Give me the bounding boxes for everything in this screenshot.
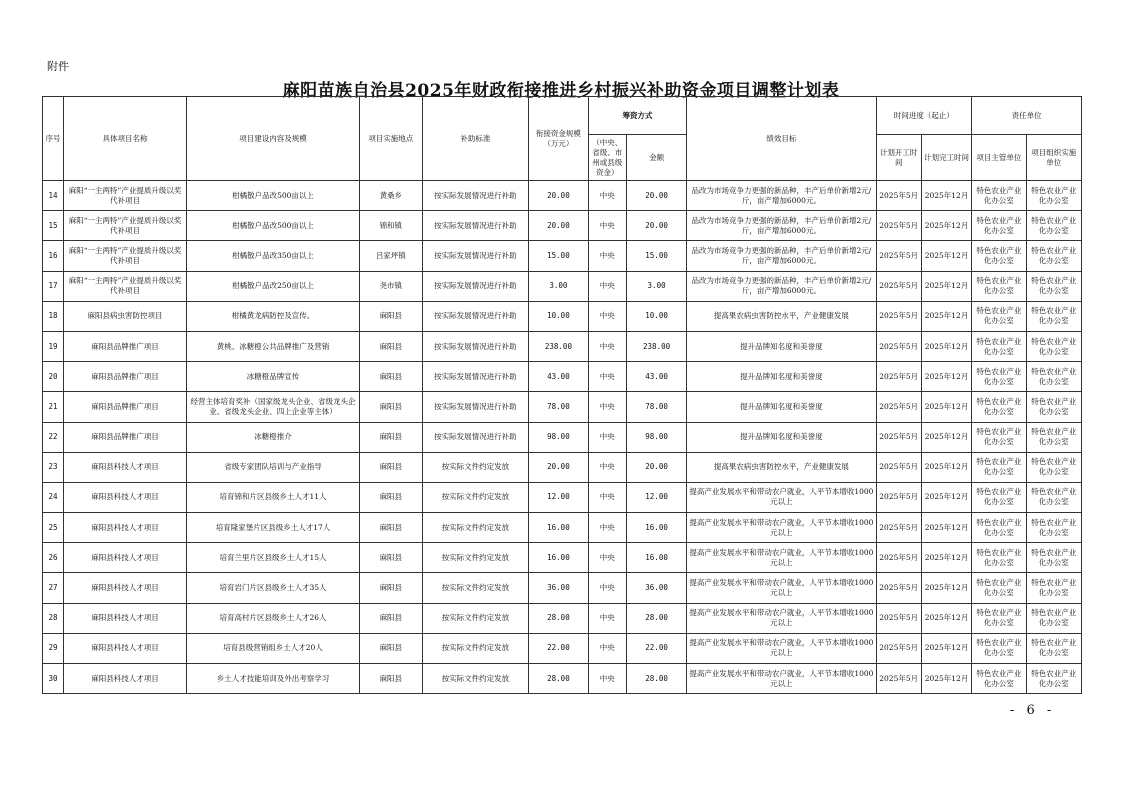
cell-funding-source: 中央	[588, 513, 626, 543]
attachment-label: 附件	[47, 60, 69, 73]
cell-location: 麻阳县	[360, 513, 422, 543]
cell-standard: 按实际文件约定发放	[422, 603, 529, 633]
cell-standard: 按实际发展情况进行补助	[422, 331, 529, 361]
cell-standard: 按实际发展情况进行补助	[422, 362, 529, 392]
cell-scale: 20.00	[529, 211, 588, 241]
cell-performance-goal: 品改为市场竞争力更强的新品种，丰产后单价新增2元/斤，亩产增加6000元。	[687, 181, 876, 211]
cell-funding-amount: 78.00	[626, 392, 686, 422]
table-row	[43, 482, 1082, 512]
cell-location: 麻阳县	[360, 543, 422, 573]
cell-standard: 按实际发展情况进行补助	[422, 181, 529, 211]
cell-funding-amount: 10.00	[626, 301, 686, 331]
cell-funding-source: 中央	[588, 633, 626, 663]
cell-project-name: 麻阳县科技人才项目	[64, 573, 187, 603]
cell-performance-goal: 提高产业发展水平和带动农户就业，人平节本增收1000元以上	[687, 603, 876, 633]
cell-performance-goal: 提升品牌知名度和美誉度	[687, 362, 876, 392]
cell-content: 培育县级营销组乡土人才20人	[186, 633, 359, 663]
project-plan-table	[42, 96, 1082, 694]
cell-supervisor: 特色农业产业化办公室	[972, 211, 1026, 241]
cell-organizer: 特色农业产业化办公室	[1026, 362, 1081, 392]
cell-funding-amount: 3.00	[626, 271, 686, 301]
cell-organizer: 特色农业产业化办公室	[1026, 573, 1081, 603]
cell-start-time: 2025年5月	[876, 301, 921, 331]
cell-standard: 按实际发展情况进行补助	[422, 301, 529, 331]
cell-project-name: 麻阳县品牌推广项目	[64, 362, 187, 392]
cell-supervisor: 特色农业产业化办公室	[972, 543, 1026, 573]
cell-project-name: 麻阳县品牌推广项目	[64, 331, 187, 361]
cell-funding-amount: 36.00	[626, 573, 686, 603]
cell-funding-amount: 20.00	[626, 181, 686, 211]
cell-funding-amount: 98.00	[626, 422, 686, 452]
cell-scale: 28.00	[529, 603, 588, 633]
cell-content: 柑橘散户品改500亩以上	[186, 211, 359, 241]
header-project-name: 具体项目名称	[64, 97, 187, 181]
page-title: 麻阳苗族自治县2025年财政衔接推进乡村振兴补助资金项目调整计划表	[282, 81, 840, 101]
cell-supervisor: 特色农业产业化办公室	[972, 271, 1026, 301]
cell-end-time: 2025年12月	[921, 392, 971, 422]
cell-start-time: 2025年5月	[876, 482, 921, 512]
cell-standard: 按实际文件约定发放	[422, 573, 529, 603]
cell-performance-goal: 品改为市场竞争力更强的新品种，丰产后单价新增2元/斤，亩产增加6000元。	[687, 271, 876, 301]
table-row	[43, 452, 1082, 482]
cell-end-time: 2025年12月	[921, 422, 971, 452]
cell-end-time: 2025年12月	[921, 241, 971, 271]
cell-funding-source: 中央	[588, 211, 626, 241]
cell-location: 麻阳县	[360, 331, 422, 361]
cell-location: 麻阳县	[360, 362, 422, 392]
cell-start-time: 2025年5月	[876, 362, 921, 392]
cell-start-time: 2025年5月	[876, 452, 921, 482]
cell-project-name: 麻阳“一主两特”产业提质升级以奖代补项目	[64, 241, 187, 271]
cell-content: 培育兰里片区县级乡土人才15人	[186, 543, 359, 573]
cell-scale: 20.00	[529, 452, 588, 482]
table-row	[43, 331, 1082, 361]
cell-seq: 20	[43, 362, 64, 392]
cell-content: 柑橘黄龙病防控及宣传。	[186, 301, 359, 331]
cell-performance-goal: 提高果农病虫害防控水平，产业健康发展	[687, 301, 876, 331]
cell-seq: 25	[43, 513, 64, 543]
cell-scale: 22.00	[529, 633, 588, 663]
cell-scale: 36.00	[529, 573, 588, 603]
cell-organizer: 特色农业产业化办公室	[1026, 513, 1081, 543]
cell-organizer: 特色农业产业化办公室	[1026, 241, 1081, 271]
table-row	[43, 603, 1082, 633]
cell-funding-source: 中央	[588, 543, 626, 573]
cell-supervisor: 特色农业产业化办公室	[972, 452, 1026, 482]
cell-project-name: 麻阳县科技人才项目	[64, 482, 187, 512]
cell-location: 麻阳县	[360, 482, 422, 512]
cell-funding-source: 中央	[588, 271, 626, 301]
cell-end-time: 2025年12月	[921, 452, 971, 482]
cell-location: 麻阳县	[360, 422, 422, 452]
cell-funding-source: 中央	[588, 452, 626, 482]
cell-content: 培育高村片区县级乡土人才26人	[186, 603, 359, 633]
cell-location: 麻阳县	[360, 603, 422, 633]
cell-seq: 16	[43, 241, 64, 271]
header-standard: 补助标准	[422, 97, 529, 181]
cell-funding-amount: 20.00	[626, 452, 686, 482]
cell-scale: 43.00	[529, 362, 588, 392]
header-schedule: 时间进度（起止）	[876, 97, 972, 135]
header-funding-source: （中央、省级、市州或县级资金）	[588, 135, 626, 181]
table-row	[43, 664, 1082, 694]
cell-organizer: 特色农业产业化办公室	[1026, 331, 1081, 361]
cell-seq: 22	[43, 422, 64, 452]
cell-seq: 17	[43, 271, 64, 301]
cell-start-time: 2025年5月	[876, 271, 921, 301]
cell-funding-amount: 12.00	[626, 482, 686, 512]
cell-standard: 按实际发展情况进行补助	[422, 392, 529, 422]
cell-standard: 按实际文件约定发放	[422, 482, 529, 512]
cell-content: 培育岩门片区县级乡土人才35人	[186, 573, 359, 603]
cell-location: 麻阳县	[360, 633, 422, 663]
table-row	[43, 633, 1082, 663]
cell-supervisor: 特色农业产业化办公室	[972, 482, 1026, 512]
cell-seq: 14	[43, 181, 64, 211]
cell-project-name: 麻阳县科技人才项目	[64, 513, 187, 543]
header-location: 项目实施地点	[360, 97, 422, 181]
cell-project-name: 麻阳县科技人才项目	[64, 633, 187, 663]
cell-scale: 16.00	[529, 543, 588, 573]
cell-location: 麻阳县	[360, 392, 422, 422]
cell-scale: 16.00	[529, 513, 588, 543]
cell-scale: 78.00	[529, 392, 588, 422]
cell-start-time: 2025年5月	[876, 513, 921, 543]
cell-organizer: 特色农业产业化办公室	[1026, 452, 1081, 482]
cell-performance-goal: 提升品牌知名度和美誉度	[687, 422, 876, 452]
table-row	[43, 543, 1082, 573]
cell-start-time: 2025年5月	[876, 543, 921, 573]
cell-scale: 15.00	[529, 241, 588, 271]
header-end-time: 计划完工时间	[921, 135, 971, 181]
cell-location: 锦和镇	[360, 211, 422, 241]
cell-funding-source: 中央	[588, 392, 626, 422]
cell-scale: 20.00	[529, 181, 588, 211]
header-start-time: 计划开工时间	[876, 135, 921, 181]
cell-end-time: 2025年12月	[921, 211, 971, 241]
table-row	[43, 573, 1082, 603]
cell-performance-goal: 品改为市场竞争力更强的新品种，丰产后单价新增2元/斤，亩产增加6000元。	[687, 211, 876, 241]
cell-supervisor: 特色农业产业化办公室	[972, 422, 1026, 452]
cell-content: 柑橘散户品改350亩以上	[186, 241, 359, 271]
cell-funding-source: 中央	[588, 241, 626, 271]
cell-standard: 按实际文件约定发放	[422, 543, 529, 573]
cell-organizer: 特色农业产业化办公室	[1026, 603, 1081, 633]
cell-seq: 15	[43, 211, 64, 241]
cell-end-time: 2025年12月	[921, 301, 971, 331]
cell-funding-source: 中央	[588, 362, 626, 392]
header-content: 项目建设内容及规模	[186, 97, 359, 181]
cell-location: 吕家坪镇	[360, 241, 422, 271]
cell-start-time: 2025年5月	[876, 392, 921, 422]
cell-organizer: 特色农业产业化办公室	[1026, 422, 1081, 452]
cell-funding-amount: 16.00	[626, 513, 686, 543]
cell-organizer: 特色农业产业化办公室	[1026, 482, 1081, 512]
cell-location: 麻阳县	[360, 452, 422, 482]
cell-funding-amount: 238.00	[626, 331, 686, 361]
cell-funding-amount: 16.00	[626, 543, 686, 573]
cell-standard: 按实际文件约定发放	[422, 664, 529, 694]
cell-content: 冰糖橙品牌宣传	[186, 362, 359, 392]
cell-start-time: 2025年5月	[876, 181, 921, 211]
cell-seq: 21	[43, 392, 64, 422]
cell-location: 尧市镇	[360, 271, 422, 301]
table-row	[43, 181, 1082, 211]
table-row	[43, 211, 1082, 241]
cell-seq: 26	[43, 543, 64, 573]
cell-scale: 238.00	[529, 331, 588, 361]
cell-funding-source: 中央	[588, 573, 626, 603]
cell-scale: 28.00	[529, 664, 588, 694]
cell-project-name: 麻阳县科技人才项目	[64, 543, 187, 573]
cell-project-name: 麻阳县科技人才项目	[64, 664, 187, 694]
cell-seq: 30	[43, 664, 64, 694]
cell-supervisor: 特色农业产业化办公室	[972, 664, 1026, 694]
cell-funding-amount: 22.00	[626, 633, 686, 663]
table-row	[43, 362, 1082, 392]
cell-content: 黄桃、冰糖橙公共品牌推广及营销	[186, 331, 359, 361]
cell-seq: 23	[43, 452, 64, 482]
cell-start-time: 2025年5月	[876, 422, 921, 452]
cell-funding-amount: 15.00	[626, 241, 686, 271]
cell-end-time: 2025年12月	[921, 603, 971, 633]
cell-project-name: 麻阳县科技人才项目	[64, 452, 187, 482]
cell-seq: 24	[43, 482, 64, 512]
cell-funding-amount: 43.00	[626, 362, 686, 392]
cell-funding-source: 中央	[588, 301, 626, 331]
cell-project-name: 麻阳县科技人才项目	[64, 603, 187, 633]
table-row	[43, 392, 1082, 422]
cell-performance-goal: 提高产业发展水平和带动农户就业，人平节本增收1000元以上	[687, 543, 876, 573]
cell-project-name: 麻阳“一主两特”产业提质升级以奖代补项目	[64, 211, 187, 241]
table-row	[43, 271, 1082, 301]
header-responsible: 责任单位	[972, 97, 1082, 135]
cell-standard: 按实际发展情况进行补助	[422, 422, 529, 452]
cell-project-name: 麻阳县品牌推广项目	[64, 392, 187, 422]
cell-organizer: 特色农业产业化办公室	[1026, 664, 1081, 694]
cell-standard: 按实际文件约定发放	[422, 633, 529, 663]
cell-location: 麻阳县	[360, 573, 422, 603]
cell-seq: 29	[43, 633, 64, 663]
cell-start-time: 2025年5月	[876, 211, 921, 241]
cell-funding-source: 中央	[588, 181, 626, 211]
cell-end-time: 2025年12月	[921, 362, 971, 392]
cell-seq: 18	[43, 301, 64, 331]
header-funding-amount: 金额	[626, 135, 686, 181]
cell-funding-source: 中央	[588, 603, 626, 633]
table-row	[43, 513, 1082, 543]
cell-end-time: 2025年12月	[921, 664, 971, 694]
cell-funding-source: 中央	[588, 331, 626, 361]
cell-funding-amount: 28.00	[626, 664, 686, 694]
cell-seq: 19	[43, 331, 64, 361]
cell-end-time: 2025年12月	[921, 573, 971, 603]
cell-organizer: 特色农业产业化办公室	[1026, 271, 1081, 301]
cell-content: 培育锦和片区县级乡土人才11人	[186, 482, 359, 512]
cell-end-time: 2025年12月	[921, 513, 971, 543]
cell-content: 培育隆家堡片区县级乡土人才17人	[186, 513, 359, 543]
cell-supervisor: 特色农业产业化办公室	[972, 301, 1026, 331]
cell-performance-goal: 提升品牌知名度和美誉度	[687, 331, 876, 361]
cell-organizer: 特色农业产业化办公室	[1026, 633, 1081, 663]
cell-scale: 10.00	[529, 301, 588, 331]
cell-standard: 按实际发展情况进行补助	[422, 271, 529, 301]
cell-content: 柑橘散户品改250亩以上	[186, 271, 359, 301]
cell-funding-amount: 28.00	[626, 603, 686, 633]
cell-content: 柑橘散户品改500亩以上	[186, 181, 359, 211]
cell-organizer: 特色农业产业化办公室	[1026, 543, 1081, 573]
header-performance: 绩效目标	[687, 97, 876, 181]
cell-standard: 按实际发展情况进行补助	[422, 211, 529, 241]
cell-start-time: 2025年5月	[876, 633, 921, 663]
cell-performance-goal: 提高产业发展水平和带动农户就业，人平节本增收1000元以上	[687, 573, 876, 603]
cell-standard: 按实际文件约定发放	[422, 452, 529, 482]
cell-supervisor: 特色农业产业化办公室	[972, 241, 1026, 271]
cell-scale: 12.00	[529, 482, 588, 512]
cell-performance-goal: 提高产业发展水平和带动农户就业，人平节本增收1000元以上	[687, 482, 876, 512]
cell-start-time: 2025年5月	[876, 573, 921, 603]
cell-scale: 98.00	[529, 422, 588, 452]
cell-supervisor: 特色农业产业化办公室	[972, 513, 1026, 543]
header-scale: 衔接资金规模（万元）	[529, 97, 588, 181]
header-funding-method: 筹资方式	[588, 97, 687, 135]
cell-project-name: 麻阳县病虫害防控项目	[64, 301, 187, 331]
cell-supervisor: 特色农业产业化办公室	[972, 603, 1026, 633]
cell-organizer: 特色农业产业化办公室	[1026, 392, 1081, 422]
cell-end-time: 2025年12月	[921, 543, 971, 573]
cell-end-time: 2025年12月	[921, 271, 971, 301]
cell-performance-goal: 提高产业发展水平和带动农户就业，人平节本增收1000元以上	[687, 664, 876, 694]
cell-funding-source: 中央	[588, 482, 626, 512]
cell-start-time: 2025年5月	[876, 331, 921, 361]
cell-project-name: 麻阳“一主两特”产业提质升级以奖代补项目	[64, 271, 187, 301]
cell-start-time: 2025年5月	[876, 603, 921, 633]
cell-project-name: 麻阳“一主两特”产业提质升级以奖代补项目	[64, 181, 187, 211]
cell-organizer: 特色农业产业化办公室	[1026, 181, 1081, 211]
cell-supervisor: 特色农业产业化办公室	[972, 362, 1026, 392]
table-row	[43, 301, 1082, 331]
cell-funding-amount: 20.00	[626, 211, 686, 241]
table-body	[43, 181, 1082, 694]
cell-performance-goal: 提高产业发展水平和带动农户就业，人平节本增收1000元以上	[687, 513, 876, 543]
cell-project-name: 麻阳县品牌推广项目	[64, 422, 187, 452]
cell-end-time: 2025年12月	[921, 633, 971, 663]
cell-start-time: 2025年5月	[876, 241, 921, 271]
cell-funding-source: 中央	[588, 422, 626, 452]
cell-end-time: 2025年12月	[921, 482, 971, 512]
cell-content: 乡土人才技能培训及外出考察学习	[186, 664, 359, 694]
cell-supervisor: 特色农业产业化办公室	[972, 181, 1026, 211]
table-row	[43, 422, 1082, 452]
cell-location: 黄桑乡	[360, 181, 422, 211]
header-organizer: 项目组织实施单位	[1026, 135, 1081, 181]
cell-performance-goal: 提升品牌知名度和美誉度	[687, 392, 876, 422]
cell-organizer: 特色农业产业化办公室	[1026, 301, 1081, 331]
cell-funding-source: 中央	[588, 664, 626, 694]
cell-supervisor: 特色农业产业化办公室	[972, 392, 1026, 422]
cell-organizer: 特色农业产业化办公室	[1026, 211, 1081, 241]
cell-supervisor: 特色农业产业化办公室	[972, 633, 1026, 663]
cell-location: 麻阳县	[360, 664, 422, 694]
header-seq: 序号	[43, 97, 64, 181]
cell-performance-goal: 提高产业发展水平和带动农户就业，人平节本增收1000元以上	[687, 633, 876, 663]
cell-content: 省级专家团队培训与产业指导	[186, 452, 359, 482]
cell-supervisor: 特色农业产业化办公室	[972, 331, 1026, 361]
cell-content: 经营主体培育奖补（国家级龙头企业、省级龙头企业、省级龙头企业、四上企业等主体）	[186, 392, 359, 422]
cell-supervisor: 特色农业产业化办公室	[972, 573, 1026, 603]
header-supervisor: 项目主管单位	[972, 135, 1026, 181]
cell-standard: 按实际文件约定发放	[422, 513, 529, 543]
cell-end-time: 2025年12月	[921, 331, 971, 361]
table-row	[43, 241, 1082, 271]
cell-performance-goal: 提高果农病虫害防控水平，产业健康发展	[687, 452, 876, 482]
cell-scale: 3.00	[529, 271, 588, 301]
cell-location: 麻阳县	[360, 301, 422, 331]
cell-start-time: 2025年5月	[876, 664, 921, 694]
cell-end-time: 2025年12月	[921, 181, 971, 211]
page-number: - 6 -	[1010, 703, 1056, 718]
cell-performance-goal: 品改为市场竞争力更强的新品种，丰产后单价新增2元/斤，亩产增加6000元。	[687, 241, 876, 271]
cell-seq: 28	[43, 603, 64, 633]
cell-seq: 27	[43, 573, 64, 603]
cell-content: 冰糖橙推介	[186, 422, 359, 452]
cell-standard: 按实际发展情况进行补助	[422, 241, 529, 271]
